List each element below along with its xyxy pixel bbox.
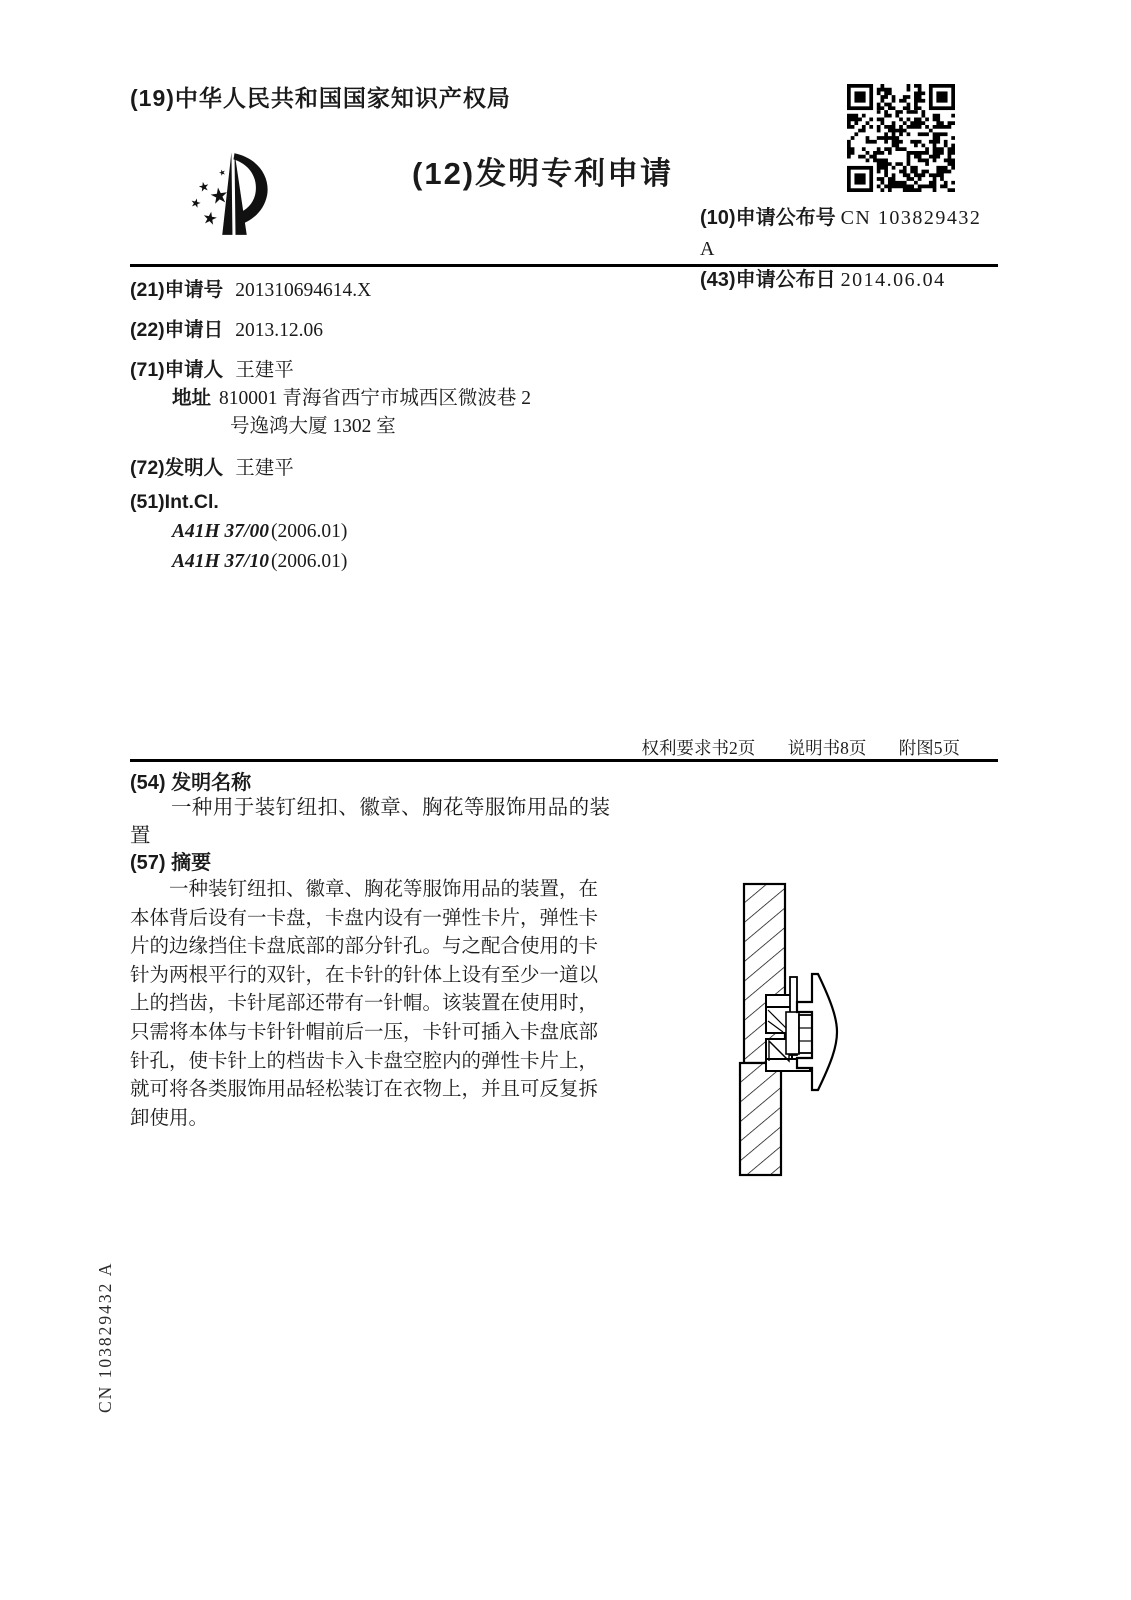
sipo-emblem-icon [170, 140, 300, 242]
fabric-lower [740, 1063, 781, 1175]
publication-date-value: 2014.06.04 [840, 269, 946, 291]
pagination-line [642, 735, 961, 760]
claims-pages: 权利要求书2页 [641, 738, 756, 758]
address-row [172, 382, 531, 410]
inventor-row [130, 452, 294, 480]
document-type-title: (12)发明专利申请 [412, 156, 674, 191]
address-line1: 810001 青海省西宁市城西区微波巷 2 [219, 388, 532, 409]
section-divider [130, 759, 998, 762]
invention-title: 一种用于装钉纽扣、徽章、胸花等服饰用品的装置 [130, 797, 610, 847]
inventor-label: (72)发明人 [130, 457, 224, 479]
abstract-cross-section-figure-icon [690, 850, 1040, 1180]
application-number-row [130, 274, 371, 302]
address-row-2 [230, 410, 396, 438]
applicant-value: 王建平 [235, 360, 294, 381]
intcl-label: (51)Int.Cl. [130, 491, 219, 513]
fabric-upper [744, 884, 785, 1063]
address-label: 地址 [172, 387, 212, 409]
abstract-label: (57) 摘要 [130, 852, 212, 874]
classification-version: (2006.01) [270, 551, 348, 572]
filing-date-label: (22)申请日 [130, 319, 224, 341]
filing-date-value: 2013.12.06 [235, 320, 323, 341]
office-name: (19)中华人民共和国国家知识产权局 [130, 85, 511, 111]
invention-title-label: (54) 发明名称 [130, 772, 252, 794]
classification-row [172, 551, 347, 573]
inventor-value: 王建平 [235, 458, 294, 479]
application-number-value: 201310694614.X [235, 280, 372, 301]
filing-date-row [130, 314, 323, 342]
address-line2: 号逸鸿大厦 1302 室 [230, 416, 396, 437]
publication-number-label: (10)申请公布号 [700, 207, 836, 229]
applicant-row [130, 354, 294, 382]
description-pages: 说明书8页 [787, 738, 867, 758]
abstract-text: 一种装钉纽扣、徽章、胸花等服饰用品的装置，在本体背后设有一卡盘，卡盘内设有一弹性卡片，弹性卡片的边缘挡住卡盘底部的部分针孔。与之配合使用的卡针为两根平行的双针，在卡针的针体上设有至少一道以上的挡齿，卡针尾部还带有一针帽。该装置在使用时，只需将本体与卡针针帽前后一压，卡针可插入卡盘底部针孔，使卡针上的档齿卡入卡盘空腔内的弹性卡片上，就可将各类服饰用品轻松装订在衣物上，并且可反复拆卸使用。 [130, 879, 599, 1129]
sidebar-document-number: CN 103829432 A [95, 1261, 115, 1413]
figures-pages: 附图5页 [898, 738, 960, 758]
classification-row [172, 521, 347, 543]
application-number-label: (21)申请号 [130, 279, 224, 301]
qr-code-icon [845, 84, 957, 192]
publication-number-value: CN 103829432 A [700, 207, 982, 260]
classification-code: A41H 37/00 [172, 521, 269, 542]
publication-block [700, 203, 1000, 296]
classification-version: (2006.01) [270, 521, 348, 542]
publication-date-label: (43)申请公布日 [700, 269, 836, 291]
publication-number-line [700, 203, 1000, 265]
pin-assembly [786, 977, 813, 1055]
intcl-row [130, 491, 231, 514]
publication-date-line [700, 265, 1000, 296]
classification-code: A41H 37/10 [172, 551, 269, 572]
header-divider [130, 264, 998, 267]
emblem-stars [190, 169, 228, 226]
applicant-label: (71)申请人 [130, 359, 224, 381]
